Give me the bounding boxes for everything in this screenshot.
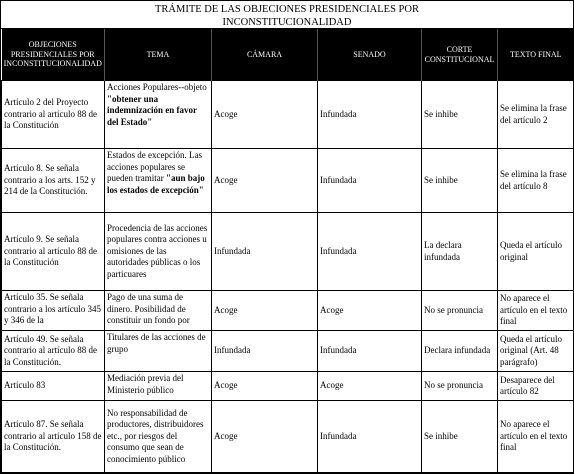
cell-objecion: Artículo 2 del Proyecto contrario al artículo 88 de la Constitución <box>2 81 105 149</box>
cell-senado: Acoge <box>318 372 422 401</box>
cell-corte: La declara infundada <box>422 213 498 291</box>
header-row <box>2 29 574 81</box>
table-row <box>2 81 574 149</box>
tema-text: No responsabilidad de productores, distribuidores etc., por riesgos del consumo que sean de conocimiento público <box>107 407 204 464</box>
tema-text: Acciones Populares--objeto <box>107 82 207 92</box>
table-row <box>2 291 574 331</box>
cell-senado: Infundada <box>318 81 422 149</box>
cell-camara: Acoge <box>212 149 318 213</box>
cell-texto-final: Queda el artículo original (Art. 48 parágrafo) <box>498 331 574 372</box>
table-row <box>2 372 574 401</box>
table-row <box>2 149 574 213</box>
tema-text: Pago de una suma de dinero. Posibilidad de constituir un fondo por <box>107 292 190 325</box>
cell-senado: Infundada <box>318 401 422 473</box>
cell-objecion: Artículo 9. Se señala contrario al artículo 88 de la Constitución <box>2 213 105 291</box>
cell-camara: Acoge <box>212 401 318 473</box>
header-texto-final: TEXTO FINAL <box>498 29 574 81</box>
cell-tema <box>105 81 212 149</box>
table-row <box>2 331 574 372</box>
table-row <box>2 401 574 473</box>
cell-tema <box>105 331 212 372</box>
cell-objecion: Artículo 35. Se señala contrario a los artículo 345 y 346 de la <box>2 291 105 331</box>
tema-bold-text: "aun bajo los estados de excepción" <box>107 173 205 195</box>
cell-texto-final: Se elimina la frase del artículo 2 <box>498 81 574 149</box>
cell-senado: Infundada <box>318 149 422 213</box>
cell-camara: Infundada <box>212 213 318 291</box>
tema-bold-text: "obtener una indemnización en favor del Estado" <box>107 93 197 127</box>
tema-text: Estados de excepción. Las acciones populares se pueden tramitar <box>107 150 202 183</box>
title-line-1: TRÁMITE DE LAS OBJECIONES PRESIDENCIALES POR <box>155 4 419 15</box>
cell-texto-final: Queda el artículo original <box>498 213 574 291</box>
cell-texto-final: No aparece el artículo en el texto final <box>498 291 574 331</box>
cell-objecion: Artículo 8. Se señala contrario a los arts. 152 y 214 de la Constitución. <box>2 149 105 213</box>
table-title <box>1 1 573 29</box>
header-senado: SENADO <box>318 29 422 81</box>
header-camara: CÁMARA <box>212 29 318 81</box>
cell-tema <box>105 213 212 291</box>
cell-tema <box>105 401 212 473</box>
tema-text: Procedencia de las acciones populares contra acciones u omisiones de las autoridades públicas o los particuares <box>107 222 208 279</box>
cell-texto-final: Se elimina la frase del artículo 8 <box>498 149 574 213</box>
tema-text: Titulares de las acciones de grupo <box>107 332 206 354</box>
title-line-2: INCONSTITUCIONALIDAD <box>222 17 352 28</box>
cell-corte: Declara infundada <box>422 331 498 372</box>
cell-corte: No se pronuncia <box>422 291 498 331</box>
header-tema: TEMA <box>105 29 212 81</box>
cell-objecion: Artículo 49. Se señala contrario al artículo 88 de la Constitución. <box>2 331 105 372</box>
cell-texto-final: No aparece el artículo en el texto final <box>498 401 574 473</box>
tema-text: Mediación previa del Ministerio público <box>107 373 184 395</box>
cell-tema <box>105 291 212 331</box>
cell-tema <box>105 372 212 401</box>
cell-corte: Se inhibe <box>422 401 498 473</box>
cell-corte: Se inhibe <box>422 81 498 149</box>
cell-texto-final: Desaparece del artículo 82 <box>498 372 574 401</box>
cell-camara: Infundada <box>212 331 318 372</box>
cell-tema <box>105 149 212 213</box>
cell-corte: No se pronuncia <box>422 372 498 401</box>
cell-camara: Acoge <box>212 372 318 401</box>
objections-table <box>1 29 574 473</box>
header-corte: CORTE CONSTITUCIONAL <box>422 29 498 81</box>
cell-camara: Acoge <box>212 291 318 331</box>
header-objeciones: OBJECIONES PRESIDENCIALES POR INCONSTITUCIONALIDAD <box>2 29 105 81</box>
cell-objecion: Artículo 83 <box>2 372 105 401</box>
cell-objecion: Artículo 87. Se señala contrario al artículo 158 de la Constitución. <box>2 401 105 473</box>
cell-corte: Se inhibe <box>422 149 498 213</box>
cell-senado: Acoge <box>318 291 422 331</box>
cell-camara: Acoge <box>212 81 318 149</box>
table-row <box>2 213 574 291</box>
cell-senado: Infundada <box>318 331 422 372</box>
cell-senado: Infundada <box>318 213 422 291</box>
